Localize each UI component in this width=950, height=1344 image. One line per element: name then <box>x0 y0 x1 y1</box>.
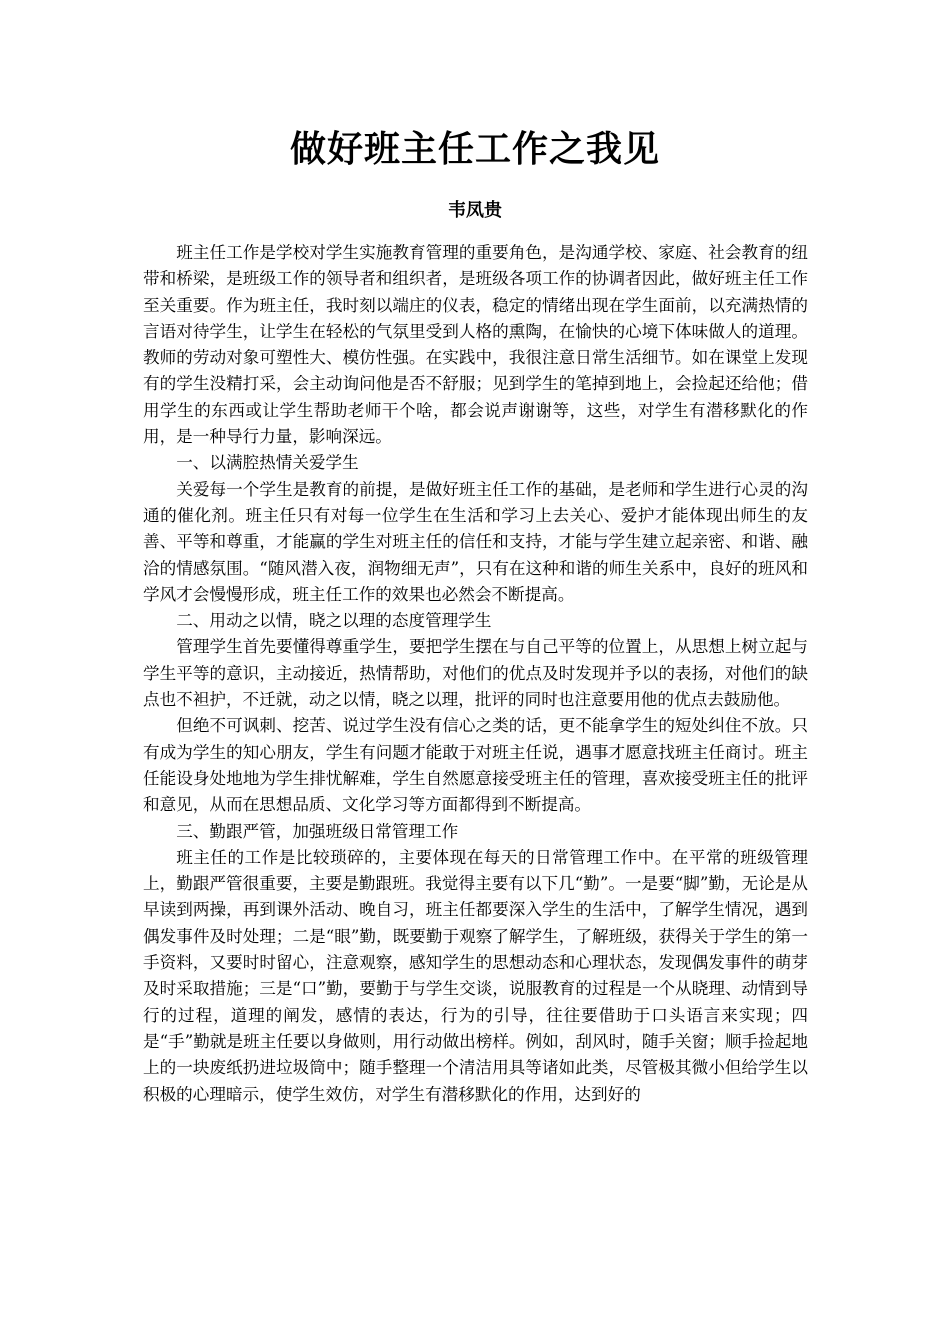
paragraph-section-3: 班主任的工作是比较琐碎的，主要体现在每天的日常管理工作中。在平常的班级管理上，勤跟严管很重要，主要是勤跟班。我觉得主要有以下几“勤”。一是要“脚”勤，无论是从早读到两操，再到课外活动、晚自习，班主任都要深入学生的生活中，了解学生情况，遇到偶发事件及时处理；二是“眼”勤，既要勤于观察了解学生，了解班级，获得关于学生的第一手资料，又要时时留心，注意观察，感知学生的思想动态和心理状态，发现偶发事件的萌芽及时采取措施；三是“口”勤，要勤于与学生交谈，说服教育的过程是一个从晓理、动情到导行的过程，道理的阐发，感情的表达，行为的引导，往往要借助于口头语言来实现；四是“手”勤就是班主任要以身做则，用行动做出榜样。例如，刮风时，随手关窗；顺手捡起地上的一块废纸扔进垃圾筒中；随手整理一个清洁用具等诸如此类，尽管极其微小但给学生以积极的心理暗示，使学生效仿，对学生有潜移默化的作用，达到好的 <box>143 847 808 1104</box>
document-body <box>143 240 808 1108</box>
paragraph-section-2a: 管理学生首先要懂得尊重学生，要把学生摆在与自己平等的位置上，从思想上树立起与学生平等的意识，主动接近，热情帮助，对他们的优点及时发现并予以的表扬，对他们的缺点也不袒护，不迁就，动之以情，晓之以理，批评的同时也注意要用他的优点去鼓励他。 <box>143 637 808 710</box>
paragraph-intro: 班主任工作是学校对学生实施教育管理的重要角色，是沟通学校、家庭、社会教育的纽带和桥梁，是班级工作的领导者和组织者，是班级各项工作的协调者因此，做好班主任工作至关重要。作为班主任，我时刻以端庄的仪表，稳定的情绪出现在学生面前，以充满热情的言语对待学生，让学生在轻松的气氛里受到人格的熏陶，在愉快的心境下体味做人的道理。教师的劳动对象可塑性大、模仿性强。在实践中，我很注意日常生活细节。如在课堂上发现有的学生没精打采，会主动询问他是否不舒服；见到学生的笔掉到地上，会捡起还给他；借用学生的东西或让学生帮助老师干个啥，都会说声谢谢等，这些，对学生有潜移默化的作用，是一种导行力量，影响深远。 <box>143 243 808 447</box>
section-heading-3: 三、勤跟严管，加强班级日常管理工作 <box>176 821 459 841</box>
document-author: 韦凤贵 <box>448 200 502 221</box>
document-title: 做好班主任工作之我见 <box>289 129 660 170</box>
paragraph-section-2b: 但绝不可讽刺、挖苦、说过学生没有信心之类的话，更不能拿学生的短处纠住不放。只有成为学生的知心朋友，学生有问题才能敢于对班主任说，遇事才愿意找班主任商讨。班主任能设身处地地为学生排忧解难，学生自然愿意接受班主任的管理，喜欢接受班主任的批评和意见，从而在思想品质、文化学习等方面都得到不断提高。 <box>143 716 808 815</box>
section-heading-2: 二、用动之以情，晓之以理的态度管理学生 <box>176 611 492 631</box>
paragraph-section-1: 关爱每一个学生是教育的前提，是做好班主任工作的基础，是老师和学生进行心灵的沟通的催化剂。班主任只有对每一位学生在生活和学习上去关心、爱护才能体现出师生的友善、平等和尊重，才能赢的学生对班主任的信任和支持，才能与学生建立起亲密、和谐、融洽的情感氛围。“随风潜入夜，润物细无声”，只有在这种和谐的师生关系中，良好的班风和学风才会慢慢形成，班主任工作的效果也必然会不断提高。 <box>143 479 808 604</box>
section-heading-1: 一、以满腔热情关爱学生 <box>176 453 359 473</box>
